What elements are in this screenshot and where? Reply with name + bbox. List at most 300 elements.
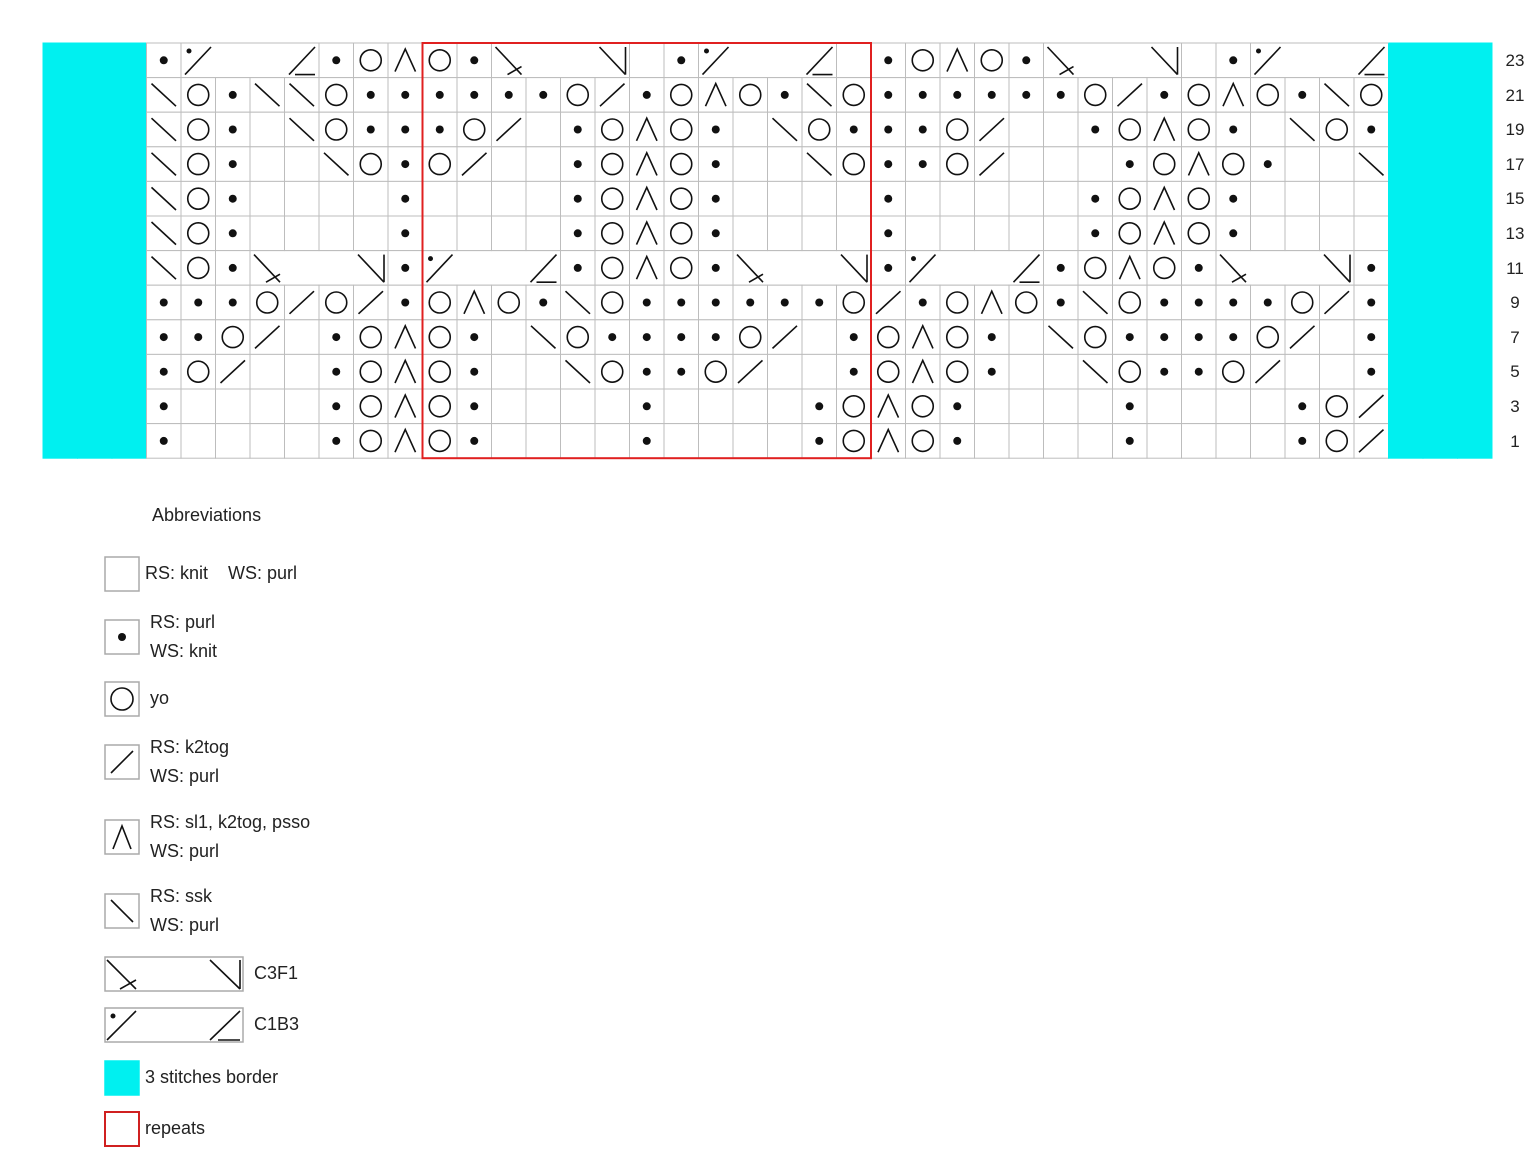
stitch-cell	[423, 147, 458, 182]
stitch-cell	[1044, 216, 1079, 251]
purl-symbol	[884, 56, 892, 64]
legend-text-knit: RS: knit WS: purl	[145, 563, 298, 583]
stitch-cell	[492, 147, 527, 182]
purl-symbol	[367, 91, 375, 99]
border-cell	[1389, 320, 1424, 355]
purl-symbol	[229, 264, 237, 272]
border-cell	[1389, 181, 1424, 216]
stitch-cell	[250, 424, 285, 459]
border-cell	[78, 424, 113, 459]
chart-row	[43, 147, 1492, 182]
border-cell	[1423, 181, 1458, 216]
border-cell	[43, 181, 78, 216]
stitch-cell	[526, 147, 561, 182]
purl-symbol	[1057, 264, 1065, 272]
purl-symbol	[919, 160, 927, 168]
stitch-cell	[1251, 78, 1286, 113]
legend-text-k2tog: RS: k2tog	[150, 737, 230, 757]
purl-symbol	[160, 437, 168, 445]
purl-symbol	[919, 91, 927, 99]
legend-text-k2tog: WS: purl	[150, 766, 220, 786]
purl-symbol	[712, 333, 720, 341]
stitch-cell	[1251, 216, 1286, 251]
stitch-cell	[1182, 181, 1217, 216]
stitch-cell	[561, 78, 596, 113]
stitch-cell	[802, 181, 837, 216]
purl-symbol	[1160, 368, 1168, 376]
stitch-cell	[595, 216, 630, 251]
purl-symbol	[1195, 264, 1203, 272]
border-cell	[112, 216, 147, 251]
border-cell	[1458, 320, 1493, 355]
legend-symbol-ssk	[104, 893, 140, 929]
stitch-cell	[1251, 112, 1286, 147]
stitch-cell	[1216, 354, 1251, 389]
stitch-cell	[492, 216, 527, 251]
stitch-cell	[1182, 112, 1217, 147]
stitch-cell	[1078, 424, 1113, 459]
row-number: 13	[1505, 224, 1525, 243]
stitch-cell	[250, 216, 285, 251]
stitch-cell	[1354, 78, 1389, 113]
purl-symbol	[712, 126, 720, 134]
stitch-cell	[250, 389, 285, 424]
stitch-cell	[457, 112, 492, 147]
stitch-cell	[1044, 389, 1079, 424]
border-cell	[78, 78, 113, 113]
stitch-cell	[595, 389, 630, 424]
stitch-cell	[216, 320, 251, 355]
purl-symbol	[884, 126, 892, 134]
border-cell	[112, 181, 147, 216]
purl-symbol	[470, 91, 478, 99]
purl-symbol	[1195, 299, 1203, 307]
stitch-cell	[1009, 181, 1044, 216]
legend-symbol-yo	[104, 681, 140, 717]
purl-symbol	[884, 195, 892, 203]
purl-symbol	[470, 368, 478, 376]
border-cell	[78, 320, 113, 355]
stitch-cell	[906, 389, 941, 424]
stitch-cell	[664, 112, 699, 147]
purl-symbol	[470, 333, 478, 341]
stitch-cell	[630, 43, 665, 78]
stitch-cell	[285, 147, 320, 182]
purl-symbol	[643, 299, 651, 307]
purl-symbol	[229, 91, 237, 99]
purl-symbol	[884, 264, 892, 272]
stitch-cell	[664, 147, 699, 182]
border-cell	[1423, 147, 1458, 182]
stitch-cell	[423, 181, 458, 216]
purl-symbol	[401, 160, 409, 168]
purl-symbol	[160, 299, 168, 307]
border-cell	[78, 285, 113, 320]
purl-symbol	[539, 91, 547, 99]
stitch-cell	[595, 147, 630, 182]
stitch-cell	[526, 181, 561, 216]
stitch-cell	[1147, 251, 1182, 286]
stitch-cell	[1147, 147, 1182, 182]
purl-symbol	[815, 402, 823, 410]
purl-symbol	[1091, 229, 1099, 237]
chart-row	[43, 251, 1492, 286]
border-cell	[78, 354, 113, 389]
stitch-cell	[768, 354, 803, 389]
border-cell	[1423, 251, 1458, 286]
purl-symbol	[643, 91, 651, 99]
border-cell	[1423, 112, 1458, 147]
stitch-cell	[250, 112, 285, 147]
stitch-cell	[940, 147, 975, 182]
stitch-cell	[664, 78, 699, 113]
stitch-cell	[1216, 424, 1251, 459]
legend-text-ssk: RS: ssk	[150, 886, 213, 906]
purl-symbol	[574, 160, 582, 168]
purl-symbol	[1057, 299, 1065, 307]
border-cell	[112, 424, 147, 459]
border-cell	[78, 216, 113, 251]
stitch-cell	[526, 389, 561, 424]
purl-symbol	[677, 299, 685, 307]
stitch-cell	[561, 389, 596, 424]
purl-symbol	[850, 368, 858, 376]
stitch-cell	[319, 285, 354, 320]
purl-symbol	[1022, 91, 1030, 99]
border-cell	[112, 285, 147, 320]
stitch-cell	[802, 320, 837, 355]
legend-symbol-border	[104, 1060, 140, 1096]
purl-symbol	[781, 91, 789, 99]
border-cell	[112, 147, 147, 182]
stitch-cell	[1216, 147, 1251, 182]
purl-symbol	[643, 333, 651, 341]
stitch-cell	[664, 424, 699, 459]
stitch-cell	[526, 424, 561, 459]
stitch-cell	[1251, 424, 1286, 459]
row-number: 11	[1506, 258, 1524, 278]
stitch-cell	[595, 181, 630, 216]
stitch-cell	[1009, 285, 1044, 320]
purl-symbol	[401, 299, 409, 307]
chart-row	[43, 354, 1492, 389]
legend-symbol-purl	[104, 619, 140, 655]
stitch-cell	[940, 320, 975, 355]
border-cell	[1423, 216, 1458, 251]
border-cell	[43, 43, 78, 78]
stitch-cell	[1285, 181, 1320, 216]
purl-symbol	[1195, 368, 1203, 376]
stitch-cell	[768, 424, 803, 459]
stitch-cell	[1182, 78, 1217, 113]
border-cell	[43, 251, 78, 286]
purl-symbol	[1091, 195, 1099, 203]
purl-symbol	[574, 195, 582, 203]
stitch-cell	[699, 354, 734, 389]
chart-row	[43, 112, 1492, 147]
chart-row	[43, 216, 1492, 251]
stitch-cell	[1009, 320, 1044, 355]
stitch-cell	[181, 424, 216, 459]
row-number: 3	[1510, 397, 1520, 416]
stitch-cell	[526, 216, 561, 251]
stitch-cell	[837, 147, 872, 182]
chart-grid	[43, 43, 1492, 458]
purl-symbol	[712, 264, 720, 272]
purl-symbol	[1126, 333, 1134, 341]
stitch-cell	[492, 285, 527, 320]
legend-symbol-knit	[104, 556, 140, 592]
purl-symbol	[401, 126, 409, 134]
purl-symbol	[1057, 91, 1065, 99]
purl-symbol	[919, 126, 927, 134]
border-cell	[43, 147, 78, 182]
legend-text-yo: yo	[150, 688, 170, 708]
border-cell	[1389, 354, 1424, 389]
stitch-cell	[181, 389, 216, 424]
chart-row	[43, 181, 1492, 216]
border-cell	[1389, 251, 1424, 286]
border-cell	[1423, 354, 1458, 389]
stitch-cell	[975, 43, 1010, 78]
chart-row	[43, 285, 1492, 320]
row-number: 23	[1505, 51, 1525, 70]
purl-symbol	[401, 264, 409, 272]
purl-symbol	[884, 91, 892, 99]
purl-symbol	[574, 229, 582, 237]
stitch-cell	[1147, 389, 1182, 424]
stitch-cell	[1078, 251, 1113, 286]
stitch-cell	[285, 320, 320, 355]
border-cell	[43, 389, 78, 424]
purl-symbol	[677, 56, 685, 64]
stitch-cell	[837, 216, 872, 251]
stitch-cell	[1251, 389, 1286, 424]
stitch-cell	[285, 354, 320, 389]
purl-symbol	[436, 126, 444, 134]
stitch-cell	[802, 354, 837, 389]
border-cell	[78, 112, 113, 147]
stitch-cell	[837, 43, 872, 78]
border-cell	[112, 112, 147, 147]
purl-symbol	[332, 56, 340, 64]
stitch-cell	[837, 78, 872, 113]
stitch-cell	[423, 43, 458, 78]
stitch-cell	[906, 43, 941, 78]
purl-symbol	[229, 126, 237, 134]
stitch-cell	[1078, 78, 1113, 113]
stitch-cell	[1354, 181, 1389, 216]
stitch-cell	[733, 181, 768, 216]
purl-symbol	[988, 368, 996, 376]
purl-symbol	[850, 126, 858, 134]
border-cell	[43, 320, 78, 355]
purl-symbol	[1229, 333, 1237, 341]
stitch-cell	[354, 389, 389, 424]
purl-symbol	[1160, 333, 1168, 341]
stitch-cell	[181, 147, 216, 182]
border-cell	[43, 285, 78, 320]
stitch-cell	[1044, 112, 1079, 147]
stitch-cell	[1320, 424, 1355, 459]
border-cell	[1458, 424, 1493, 459]
stitch-cell	[492, 424, 527, 459]
chart-row	[43, 320, 1492, 355]
purl-symbol	[643, 402, 651, 410]
legend-title: Abbreviations	[152, 505, 262, 525]
stitch-cell	[1044, 181, 1079, 216]
border-cell	[1423, 43, 1458, 78]
purl-symbol	[229, 195, 237, 203]
purl-symbol	[1022, 56, 1030, 64]
purl-symbol	[884, 229, 892, 237]
stitch-cell	[664, 181, 699, 216]
stitch-cell	[1009, 112, 1044, 147]
stitch-cell	[1216, 389, 1251, 424]
stitch-cell	[457, 181, 492, 216]
stitch-cell	[733, 389, 768, 424]
purl-symbol	[332, 402, 340, 410]
chart-row	[43, 389, 1492, 424]
stitch-cell	[733, 147, 768, 182]
stitch-cell	[595, 424, 630, 459]
stitch-cell	[940, 354, 975, 389]
stitch-cell	[595, 354, 630, 389]
stitch-cell	[561, 320, 596, 355]
border-cell	[1423, 78, 1458, 113]
purl-symbol	[1229, 126, 1237, 134]
stitch-cell	[1078, 389, 1113, 424]
stitch-cell	[1113, 285, 1148, 320]
border-cell	[78, 147, 113, 182]
purl-symbol	[1298, 91, 1306, 99]
purl-symbol	[401, 229, 409, 237]
c3f1-cable	[250, 251, 388, 286]
purl-symbol	[160, 333, 168, 341]
purl-symbol	[194, 333, 202, 341]
row-number: 1	[1510, 431, 1520, 451]
stitch-cell	[595, 285, 630, 320]
stitch-cell	[733, 78, 768, 113]
stitch-cell	[768, 181, 803, 216]
purl-symbol	[470, 437, 478, 445]
purl-symbol	[1264, 299, 1272, 307]
stitch-cell	[181, 181, 216, 216]
purl-symbol	[712, 299, 720, 307]
legend-text-repeat: repeats	[145, 1118, 206, 1138]
stitch-cell	[181, 112, 216, 147]
stitch-cell	[1113, 354, 1148, 389]
stitch-cell	[664, 251, 699, 286]
stitch-cell	[1044, 147, 1079, 182]
stitch-cell	[1182, 43, 1217, 78]
stitch-cell	[1044, 354, 1079, 389]
purl-symbol	[1229, 56, 1237, 64]
purl-symbol	[919, 299, 927, 307]
c3f1-cable	[1044, 43, 1182, 78]
border-cell	[1389, 43, 1424, 78]
legend-symbol-k2tog	[104, 744, 140, 780]
stitch-cell	[1251, 320, 1286, 355]
row-number: 7	[1510, 327, 1520, 347]
stitch-cell	[1113, 216, 1148, 251]
stitch-cell	[1009, 216, 1044, 251]
border-cell	[1458, 251, 1493, 286]
stitch-cell	[1320, 389, 1355, 424]
purl-symbol	[1126, 160, 1134, 168]
stitch-cell	[561, 424, 596, 459]
purl-symbol	[712, 195, 720, 203]
stitch-cell	[423, 389, 458, 424]
stitch-cell	[1320, 147, 1355, 182]
border-cell	[1458, 43, 1493, 78]
stitch-cell	[975, 424, 1010, 459]
purl-symbol	[953, 402, 961, 410]
purl-symbol	[367, 126, 375, 134]
purl-symbol	[332, 333, 340, 341]
legend-text-sk2p: WS: purl	[150, 841, 220, 861]
purl-symbol	[229, 160, 237, 168]
stitch-cell	[1009, 147, 1044, 182]
c3f1-cable	[733, 251, 871, 286]
stitch-cell	[250, 147, 285, 182]
border-cell	[43, 424, 78, 459]
border-cell	[1389, 147, 1424, 182]
stitch-cell	[423, 285, 458, 320]
purl-symbol	[953, 91, 961, 99]
purl-symbol	[332, 368, 340, 376]
stitch-cell	[733, 424, 768, 459]
row-numbers	[1498, 43, 1534, 458]
c1b3-cable	[423, 251, 561, 286]
stitch-cell	[354, 181, 389, 216]
stitch-cell	[802, 112, 837, 147]
border-cell	[1389, 424, 1424, 459]
purl-symbol	[712, 229, 720, 237]
legend-text-ssk: WS: purl	[150, 915, 220, 935]
stitch-cell	[768, 216, 803, 251]
purl-symbol	[988, 91, 996, 99]
c1b3-cable	[699, 43, 837, 78]
purl-symbol	[1298, 437, 1306, 445]
stitch-cell	[492, 354, 527, 389]
stitch-cell	[837, 285, 872, 320]
legend-text-border: 3 stitches border	[145, 1067, 279, 1087]
chart-row	[43, 424, 1492, 459]
purl-symbol	[850, 333, 858, 341]
stitch-cell	[250, 181, 285, 216]
stitch-cell	[940, 181, 975, 216]
border-cell	[112, 78, 147, 113]
stitch-cell	[837, 181, 872, 216]
purl-symbol	[677, 368, 685, 376]
stitch-cell	[975, 389, 1010, 424]
stitch-cell	[492, 181, 527, 216]
legend-text-c3f1: C3F1	[254, 963, 299, 983]
stitch-cell	[975, 181, 1010, 216]
purl-symbol	[1264, 160, 1272, 168]
purl-symbol	[643, 437, 651, 445]
legend-symbol-repeat	[104, 1111, 140, 1147]
stitch-cell	[492, 320, 527, 355]
border-cell	[112, 354, 147, 389]
legend-symbol-c1b3	[104, 1007, 244, 1043]
purl-symbol	[332, 437, 340, 445]
purl-symbol	[401, 91, 409, 99]
purl-symbol	[1195, 333, 1203, 341]
stitch-cell	[216, 424, 251, 459]
stitch-cell	[1320, 181, 1355, 216]
